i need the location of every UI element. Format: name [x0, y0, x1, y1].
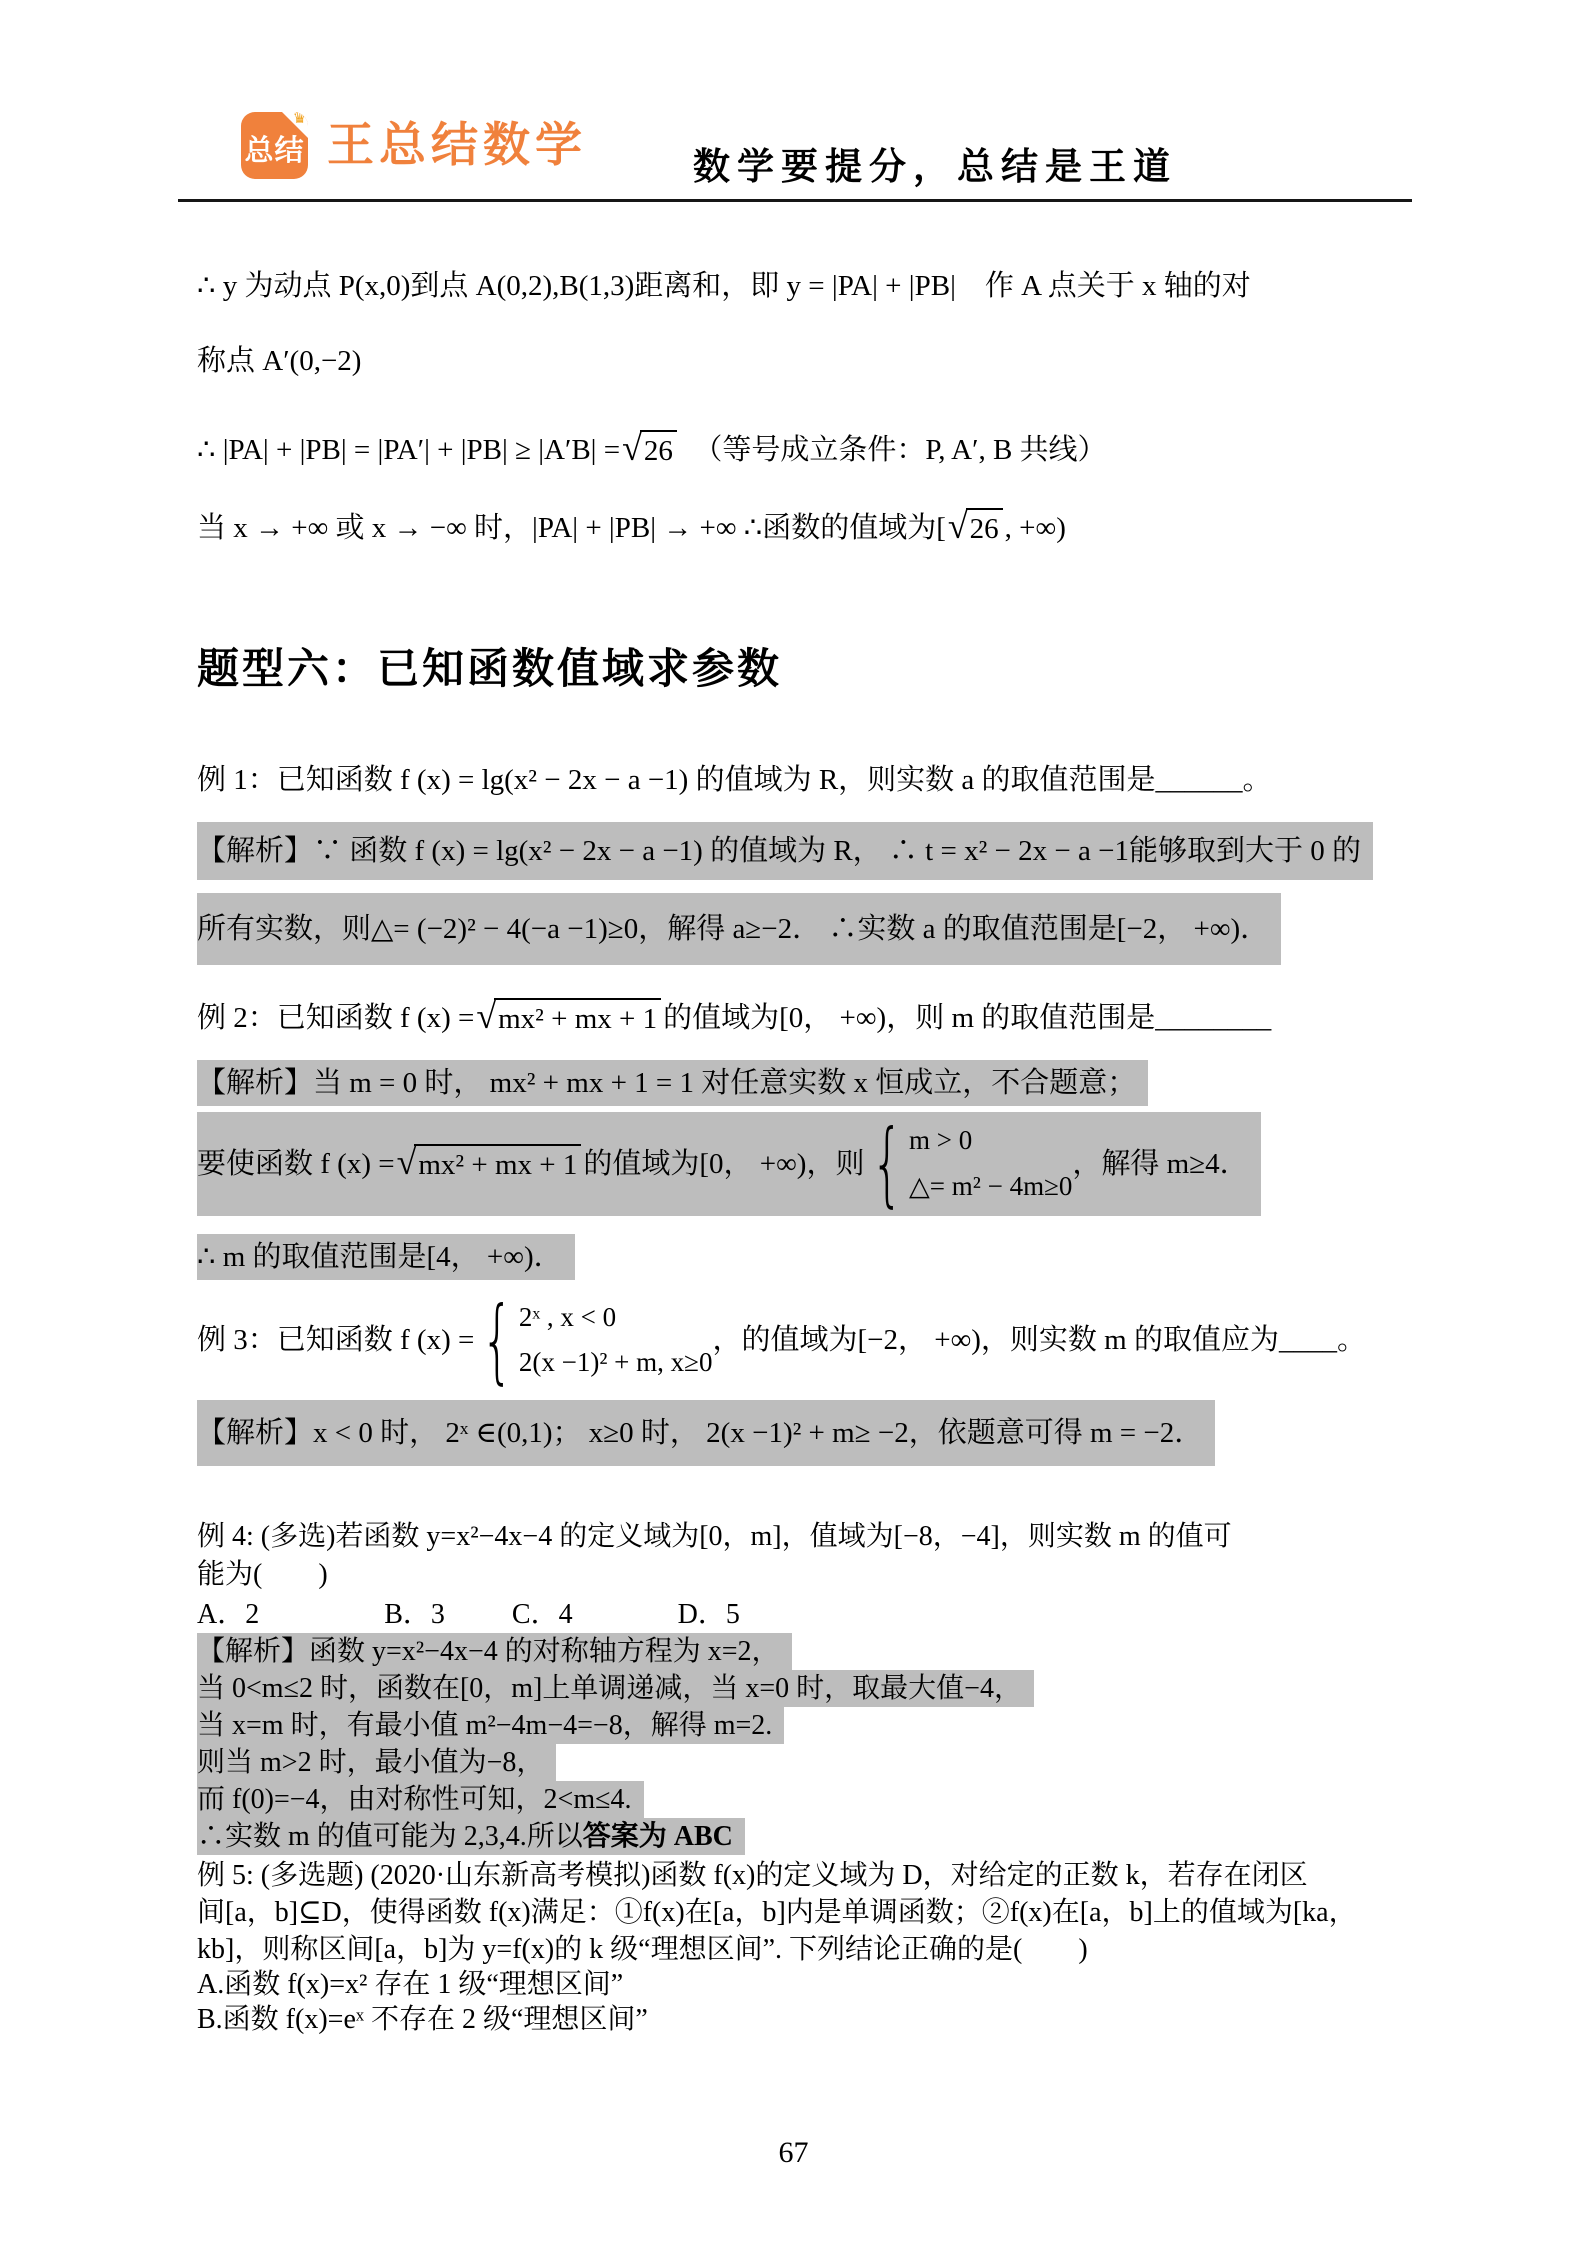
example4-solution-text-4: 则当 m>2 时，最小值为−8，: [197, 1747, 545, 1778]
cases-system: [864, 1110, 1073, 1218]
cases-system: [474, 1286, 713, 1394]
left-brace: {: [871, 1110, 904, 1218]
example3-question-pre: 例 3：已知函数 f (x) =: [197, 1324, 475, 1357]
example4-solution-line-2: [197, 1670, 1034, 1707]
example1-solution-text-2: 所有实数，则△= (−2)² − 4(−a −1)≥0，解得 a≥−2． ∴实数 a 的取值范围是[−2， +∞)．: [197, 912, 1270, 945]
example2-question: [197, 998, 1271, 1037]
example4-solution-text-1: 【解析】函数 y=x²−4x−4 的对称轴方程为 x=2，: [197, 1636, 780, 1667]
example4-solution-text-2: 当 0<m≤2 时，函数在[0，m]上单调递减，当 x=0 时，取最大值−4，: [197, 1673, 1022, 1704]
sqrt-sign: √: [396, 1142, 417, 1183]
example5-line-2: 间[a，b]⊆D，使得函数 f(x)满足：①f(x)在[a，b]内是单调函数；②f(x)在[a，b]上的值域为[ka，: [197, 1897, 1357, 1928]
option-a: A．2: [197, 1599, 260, 1630]
brand-title: 王总结数学: [327, 118, 587, 171]
case-line-1: m > 0: [909, 1125, 973, 1156]
example2-solution2-pre: 要使函数 f (x) =: [197, 1147, 395, 1180]
sqrt-sign: √: [476, 996, 497, 1036]
example2-solution2-post: ，解得 m≥4．: [1072, 1147, 1249, 1180]
example2-solution-line-2: [197, 1112, 1261, 1216]
left-brace: {: [481, 1286, 514, 1394]
sqrt-radical: [476, 998, 661, 1037]
example3-question: [197, 1288, 1366, 1393]
example4-solution-line-6: [197, 1818, 745, 1855]
solution-line-3-post: （等号成立条件：P, A′, B 共线）: [678, 433, 1107, 466]
example4-solution-line-4: [197, 1744, 556, 1781]
sqrt-radicand: 26: [640, 430, 677, 469]
example4-solution-text-3: 当 x=m 时，有最小值 m²−4m−4=−8，解得 m=2.: [197, 1710, 773, 1741]
example4-solution-line-5: [197, 1781, 644, 1818]
example2-question-pre: 例 2：已知函数 f (x) =: [197, 1001, 475, 1034]
case-line-2: 2(x −1)² + m, x≥0: [518, 1347, 713, 1378]
example1-solution-line-1: [197, 822, 1373, 880]
sqrt-radicand: 26: [966, 508, 1003, 547]
example5-option-a: A.函数 f(x)=x² 存在 1 级“理想区间”: [197, 1969, 624, 2000]
example4-solution-text-6: ∴实数 m 的值可能为 2,3,4.所以: [197, 1821, 583, 1852]
sqrt-radical: [948, 508, 1003, 547]
crown-icon: ♛: [292, 112, 307, 127]
example4-question-line-2: 能为( ): [197, 1559, 328, 1590]
logo-badge-text: 总结: [244, 135, 305, 167]
example1-solution-line-2: [197, 893, 1281, 965]
example2-solution-line-3: [197, 1234, 575, 1280]
example1-solution-text-1: 【解析】∵ 函数 f (x) = lg(x² − 2x − a −1) 的值域为 R， ∴ t = x² − 2x − a −1能够取到大于 0 的: [197, 834, 1361, 867]
sqrt-radicand: mx² + mx + 1: [414, 1144, 581, 1183]
example2-solution-line-1: [197, 1060, 1148, 1106]
solution-line-1: ∴ y 为动点 P(x,0)到点 A(0,2),B(1,3)距离和，即 y = |PA| + |PB| 作 A 点关于 x 轴的对: [197, 270, 1251, 302]
example2-solution2-mid: 的值域为[0， +∞)，则: [583, 1147, 865, 1180]
sqrt-radicand: mx² + mx + 1: [494, 998, 661, 1037]
solution-line-3-pre: ∴ |PA| + |PB| = |PA′| + |PB| ≥ |A′B| =: [197, 433, 621, 466]
sqrt-sign: √: [947, 506, 968, 546]
option-b: B．3: [384, 1599, 445, 1630]
solution-line-4-pre: 当 x → +∞ 或 x → −∞ 时，|PA| + |PB| → +∞ ∴函数的值域为[: [197, 511, 946, 544]
example4-answer: 答案为 ABC: [582, 1821, 733, 1852]
option-d: D．5: [677, 1599, 740, 1630]
example4-solution-line-1: [197, 1633, 792, 1670]
solution-line-3: [197, 430, 1107, 469]
section-title: 题型六：已知函数值域求参数: [197, 647, 783, 693]
example4-solution-text-5: 而 f(0)=−4，由对称性可知，2<m≤4.: [197, 1784, 632, 1815]
solution-line-2: 称点 A′(0,−2): [197, 345, 362, 377]
example4-options: [197, 1597, 740, 1632]
sqrt-radical: [397, 1144, 582, 1183]
brand-logo-icon: [241, 112, 308, 179]
case-line-1: 2ˣ , x < 0: [518, 1301, 617, 1332]
page-number: 67: [778, 2136, 809, 2169]
header-slogan: 数学要提分，总结是王道: [693, 147, 1177, 188]
example3-question-post: ，的值域为[−2， +∞)，则实数 m 的取值应为____。: [712, 1324, 1366, 1357]
example2-solution-text-3: ∴ m 的取值范围是[4， +∞)．: [197, 1240, 563, 1273]
example5-line-3: kb]，则称区间[a，b]为 y=f(x)的 k 级“理想区间”. 下列结论正确的是( ): [197, 1934, 1088, 1965]
example2-solution-text-1: 【解析】当 m = 0 时， mx² + mx + 1 = 1 对任意实数 x 恒成立，不合题意；: [197, 1066, 1137, 1099]
example3-solution-text-1: 【解析】x < 0 时， 2ˣ ∈(0,1)； x≥0 时， 2(x −1)² + m≥ −2，依题意可得 m = −2．: [197, 1416, 1204, 1449]
sqrt-radical: [622, 430, 677, 469]
example5-line-1: 例 5: (多选题) (2020·山东新高考模拟)函数 f(x)的定义域为 D，对给定的正数 k，若存在闭区: [197, 1860, 1308, 1891]
example3-solution-line-1: [197, 1400, 1215, 1466]
case-line-2: △= m² − 4m≥0: [909, 1170, 1073, 1201]
example2-question-post: 的值域为[0， +∞)，则 m 的取值范围是________: [663, 1001, 1272, 1034]
example1-question: 例 1：已知函数 f (x) = lg(x² − 2x − a −1) 的值域为 R，则实数 a 的取值范围是______。: [197, 764, 1272, 796]
sqrt-sign: √: [622, 428, 642, 468]
option-c: C．4: [511, 1599, 573, 1630]
solution-line-4-post: , +∞): [1004, 511, 1066, 544]
example4-question-line-1: 例 4: (多选)若函数 y=x²−4x−4 的定义域为[0，m]，值域为[−8，−4]，则实数 m 的值可: [197, 1521, 1232, 1552]
header-divider: [178, 199, 1412, 202]
example5-option-b: B.函数 f(x)=eˣ 不存在 2 级“理想区间”: [197, 2004, 648, 2035]
example4-solution-line-3: [197, 1707, 784, 1744]
solution-line-4: [197, 508, 1066, 547]
